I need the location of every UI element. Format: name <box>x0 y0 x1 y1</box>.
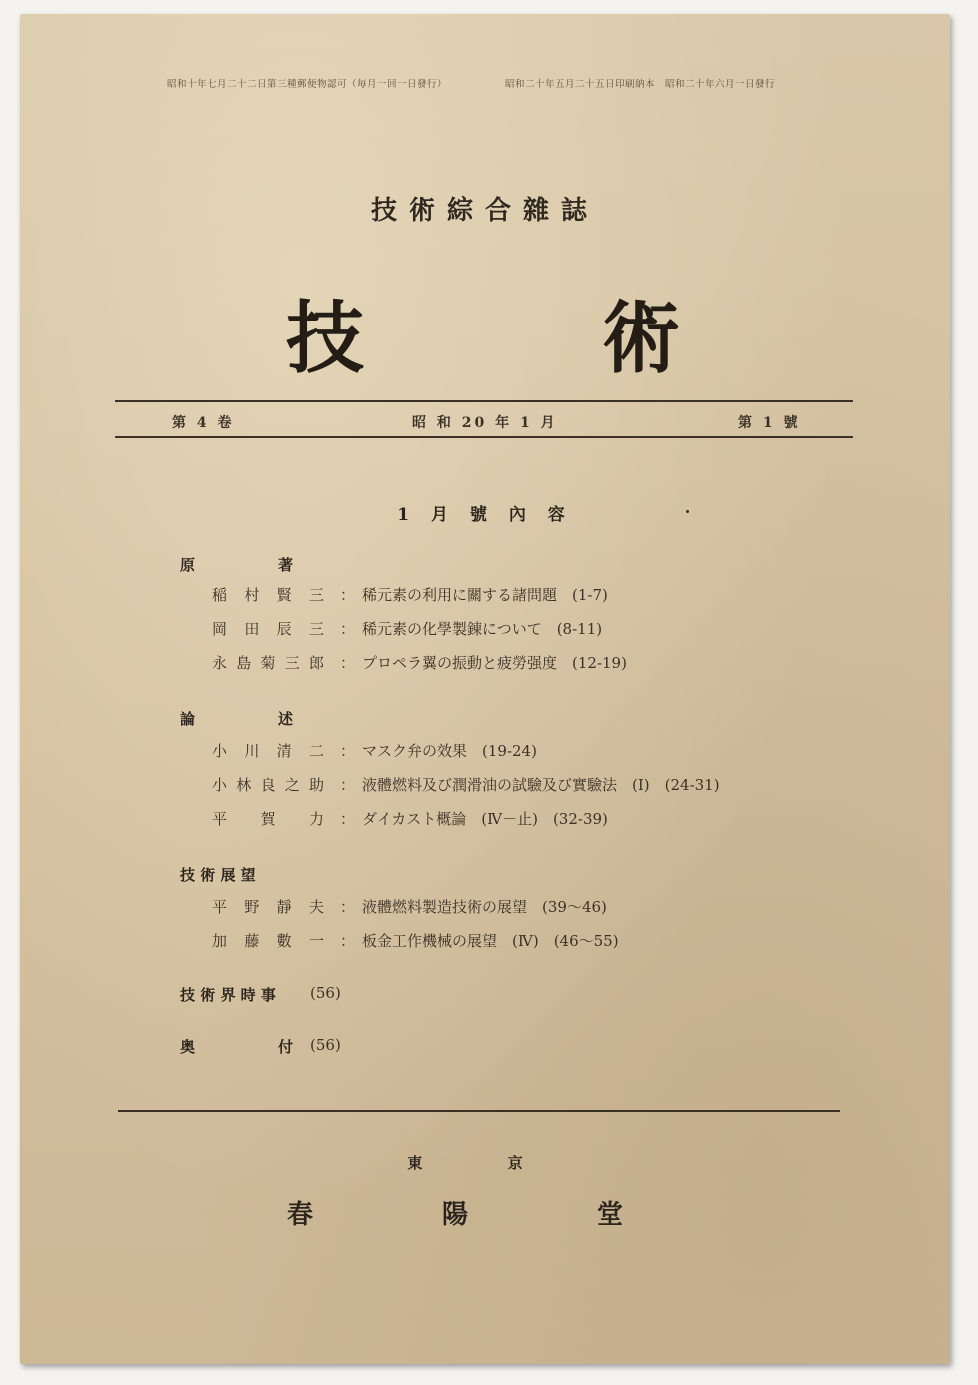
entry-title: 液體燃料製造技術の展望 (39～46) <box>362 898 607 916</box>
rule-bottom <box>115 436 853 438</box>
section-label-colophon-char1: 奥 <box>180 1038 196 1056</box>
toc-entry <box>212 808 832 832</box>
entry-author: 稲村賢三 <box>212 586 326 604</box>
entry-colon: ： <box>340 654 356 672</box>
toc-entry <box>212 740 832 764</box>
toc-entry <box>212 930 832 954</box>
entry-author: 加藤數一 <box>212 932 326 950</box>
printing-date-note: 昭和二十年五月二十五日印刷納本 昭和二十年六月一日發行 <box>505 79 776 90</box>
entry-author: 小川清二 <box>212 742 326 760</box>
title-char-right: 術 <box>602 293 681 384</box>
news-page-ref: (56) <box>310 984 341 1002</box>
ink-speck <box>686 510 689 513</box>
entry-author: 平賀力 <box>212 810 326 828</box>
toc-entry <box>212 584 832 608</box>
entry-colon: ： <box>340 742 356 760</box>
volume-number: 第 4 卷 <box>172 415 235 431</box>
publisher-city: 東 京 <box>407 1154 563 1172</box>
section-label-technology-news: 技 術 界 時 事 <box>180 986 276 1004</box>
contents-title: 1 月 號 內 容 <box>397 505 573 525</box>
entry-colon: ： <box>340 776 356 794</box>
entry-author: 小林良之助 <box>212 776 326 794</box>
title-char-left: 技 <box>286 293 365 384</box>
entry-colon: ： <box>340 932 356 950</box>
toc-entry <box>212 618 832 642</box>
issue-number: 第 1 號 <box>738 415 801 431</box>
issue-date: 昭 和 20 年 1 月 <box>412 415 558 431</box>
section-label-discussion-char1: 論 <box>180 710 196 728</box>
toc-entry <box>212 896 832 920</box>
section-label-colophon-char2: 付 <box>278 1038 294 1056</box>
entry-title: 稀元素の利用に關する諸問題 (1-7) <box>362 586 608 604</box>
entry-title: プロペラ翼の振動と疲勞强度 (12-19) <box>362 654 627 672</box>
entry-title: 板金工作機械の展望 (Ⅳ) (46～55) <box>362 932 619 950</box>
entry-title: ダイカスト概論 (Ⅳ－止) (32-39) <box>362 810 608 828</box>
entry-colon: ： <box>340 810 356 828</box>
section-label-original-char1: 原 <box>180 556 196 574</box>
entry-title: マスク弁の效果 (19-24) <box>362 742 537 760</box>
entry-colon: ： <box>340 898 356 916</box>
section-label-original-char2: 著 <box>278 556 294 574</box>
rule-top <box>115 400 853 402</box>
colophon-page-ref: (56) <box>310 1036 341 1054</box>
section-label-discussion-char2: 述 <box>278 710 294 728</box>
toc-entry <box>212 652 832 676</box>
entry-author: 平野靜夫 <box>212 898 326 916</box>
entry-colon: ： <box>340 620 356 638</box>
entry-title: 液體燃料及び潤滑油の試驗及び實驗法 (Ⅰ) (24-31) <box>362 776 720 794</box>
toc-entry <box>212 774 832 798</box>
entry-title: 稀元素の化學製錬について (8-11) <box>362 620 603 638</box>
entry-author: 永島菊三郎 <box>212 654 326 672</box>
entry-colon: ： <box>340 586 356 604</box>
rule-footer <box>118 1110 840 1112</box>
postal-registration-note: 昭和十年七月二十二日第三種郵便物認可（毎月一回一日發行） <box>167 79 448 90</box>
magazine-cover <box>20 14 950 1364</box>
section-label-technology-outlook: 技 術 展 望 <box>180 866 256 884</box>
magazine-subtitle: 技術綜合雜誌 <box>370 196 599 226</box>
publisher-name: 春 陽 堂 <box>286 1200 684 1230</box>
entry-author: 岡田辰三 <box>212 620 326 638</box>
